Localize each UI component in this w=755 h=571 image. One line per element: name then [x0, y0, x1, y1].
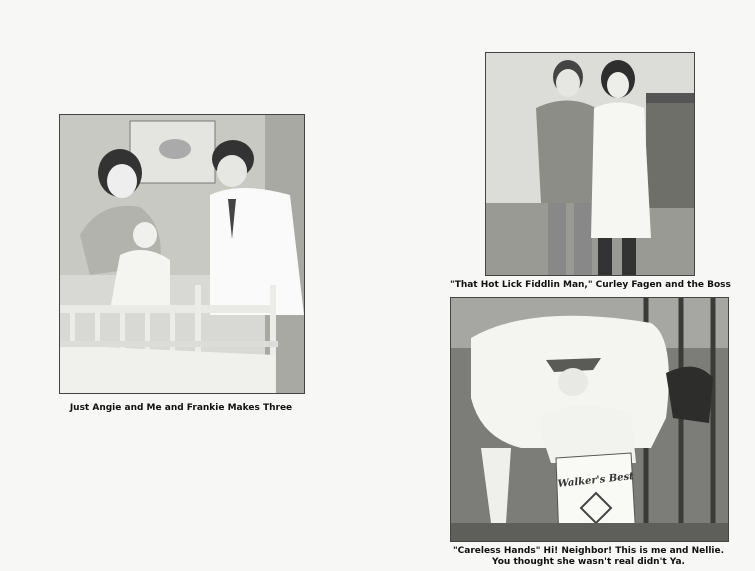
feed-bag-label: Walker's Best [557, 471, 635, 490]
couple-photo-caption: "That Hot Lick Fiddlin Man," Curley Fagen and the Boss [450, 280, 731, 290]
family-photo [59, 114, 305, 394]
family-photo-caption: Just Angie and Me and Frankie Makes Three [69, 403, 293, 413]
milking-caption-line1: "Careless Hands" Hi! Neighbor! This is me and Nellie. [452, 546, 725, 556]
milking-caption-line2: You thought she wasn't real didn't Ya. [492, 557, 685, 567]
milking-photo-caption [450, 546, 727, 568]
milking-photo [450, 297, 729, 542]
couple-photo [485, 52, 695, 276]
